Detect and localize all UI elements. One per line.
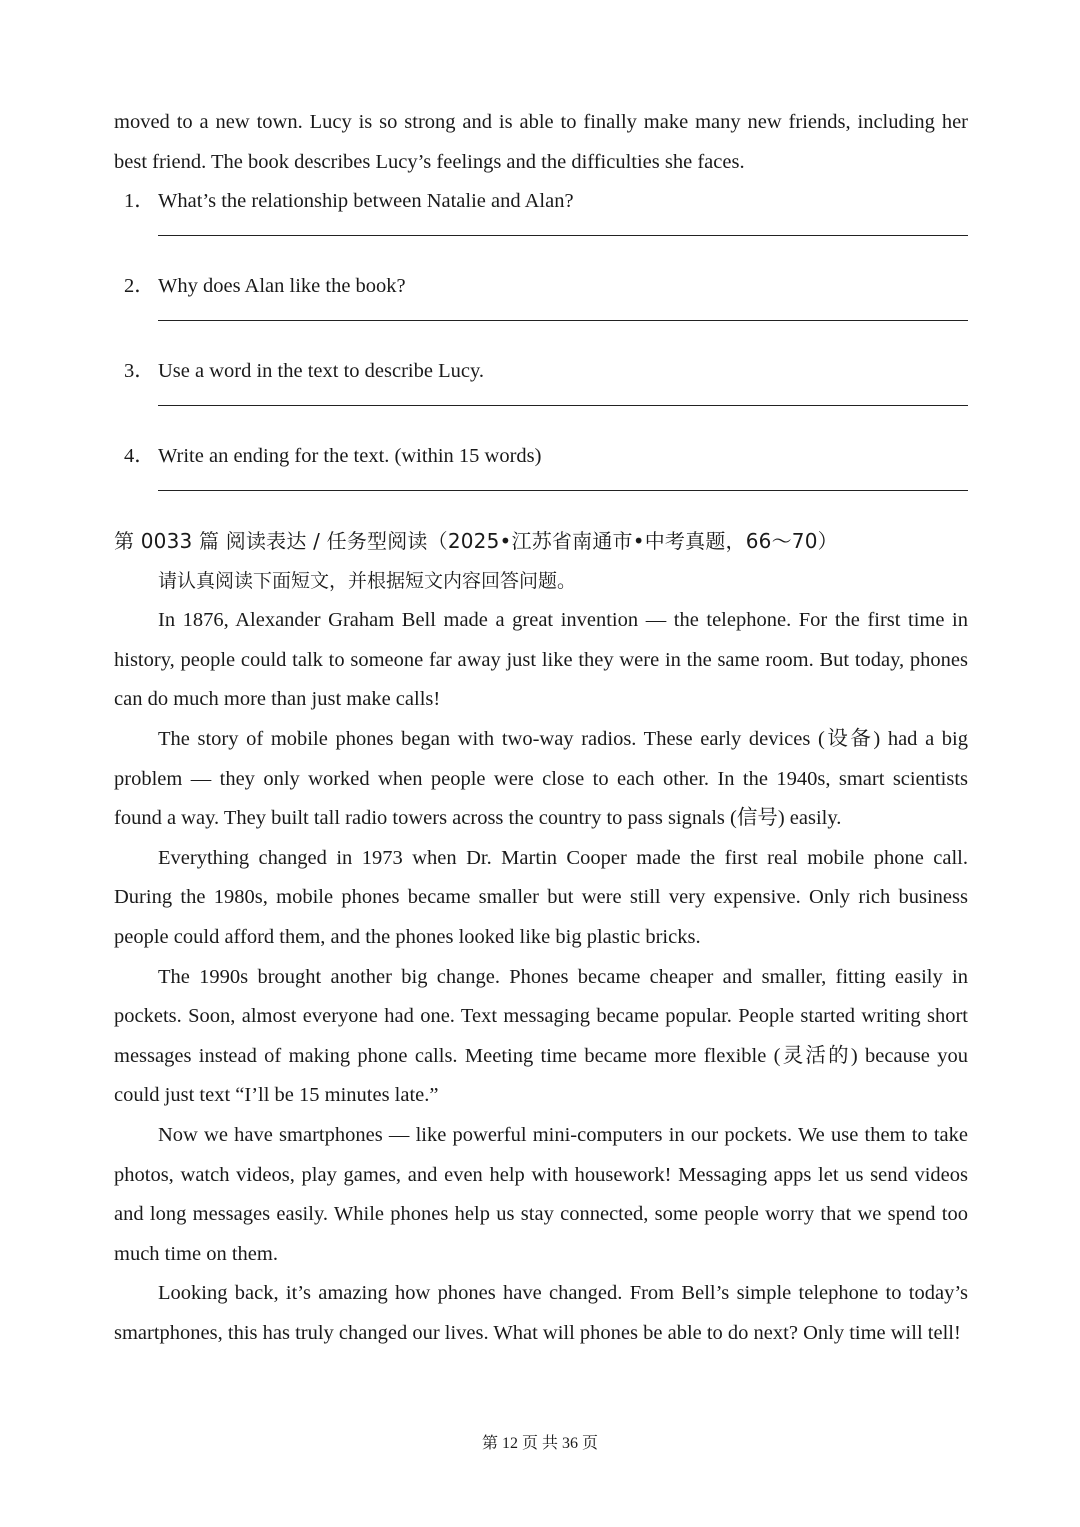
question-4	[114, 437, 968, 476]
question-1	[114, 182, 968, 221]
question-item	[114, 437, 968, 491]
passage-paragraph-1: In 1876, Alexander Graham Bell made a great invention — the telephone. For the first time in history, people could talk to someone far away just like they were in the same room. But today, phones can do much more than just make calls!	[114, 609, 968, 711]
question-number: 3．	[124, 360, 155, 383]
answer-line-1[interactable]	[158, 234, 968, 236]
page-content	[114, 103, 968, 1353]
question-number: 4．	[124, 445, 155, 468]
question-text: Write an ending for the text. (within 15 words)	[158, 445, 542, 468]
intro-paragraph: moved to a new town. Lucy is so strong and is able to finally make many new friends, including her best friend. The book describes Lucy’s feelings and the difficulties she faces.	[114, 111, 968, 173]
passage-paragraph-3: Everything changed in 1973 when Dr. Martin Cooper made the first real mobile phone call. During the 1980s, mobile phones became smaller but were still very expensive. Only rich business people could afford them, and the phones looked like big plastic bricks.	[114, 846, 968, 948]
section-instruction: 请认真阅读下面短文，并根据短文内容回答问题。	[158, 570, 577, 593]
question-2	[114, 267, 968, 306]
question-text: What’s the relationship between Natalie and Alan?	[158, 190, 574, 213]
passage-paragraph-6: Looking back, it’s amazing how phones have changed. From Bell’s simple telephone to today’s smartphones, this has truly changed our lives. What will phones be able to do next? Only time will tell!	[114, 1282, 968, 1344]
passage-paragraph-5: Now we have smartphones — like powerful mini-computers in our pockets. We use them to take photos, watch videos, play games, and even help with housework! Messaging apps let us send videos and long messages easily. While phones help us stay connected, some people worry that we spend too much time on them.	[114, 1123, 968, 1265]
question-3	[114, 352, 968, 391]
answer-line-4[interactable]	[158, 489, 968, 491]
question-text: Why does Alan like the book?	[158, 275, 406, 298]
question-list	[114, 182, 968, 491]
answer-line-3[interactable]	[158, 404, 968, 406]
question-item	[114, 352, 968, 406]
question-number: 2．	[124, 275, 155, 298]
section-title: 第 0033 篇 阅读表达 / 任务型阅读（2025•江苏省南通市•中考真题，66～70）	[114, 529, 838, 554]
answer-line-2[interactable]	[158, 319, 968, 321]
question-number: 1．	[124, 190, 155, 213]
page-footer: 第 12 页 共 36 页	[481, 1435, 598, 1452]
question-item	[114, 267, 968, 321]
passage-paragraph-4: The 1990s brought another big change. Phones became cheaper and smaller, fitting easily in pockets. Soon, almost everyone had one. Text messaging became popular. People started writing short messages instead of making phone calls. Meeting time became more flexible (灵活的) because you could just text “I’ll be 15 minutes late.”	[114, 965, 968, 1107]
question-text: Use a word in the text to describe Lucy.	[158, 360, 484, 383]
question-item	[114, 182, 968, 236]
reading-passage	[114, 601, 968, 1353]
passage-paragraph-2: The story of mobile phones began with two-way radios. These early devices (设备) had a big problem — they only worked when people were close to each other. In the 1940s, smart scientists found a way. They built tall radio towers across the country to pass signals (信号) easily.	[114, 727, 968, 830]
